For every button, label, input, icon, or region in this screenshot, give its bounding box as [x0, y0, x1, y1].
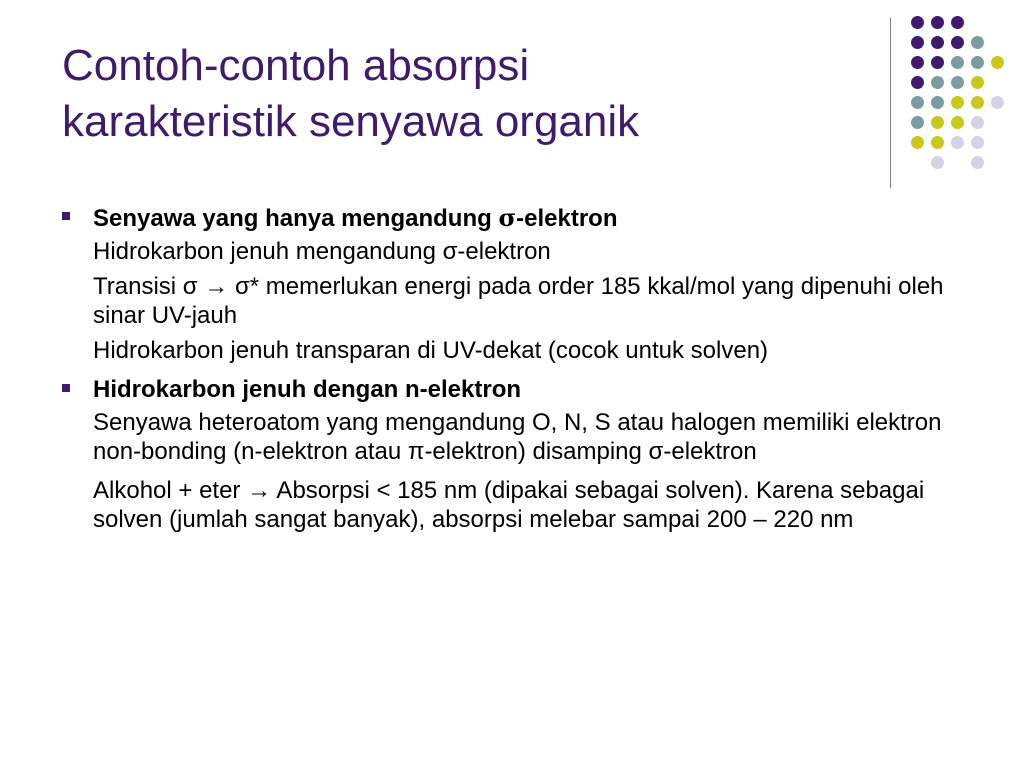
decor-dot	[951, 76, 964, 89]
decor-dot	[911, 136, 924, 149]
decor-dot	[951, 56, 964, 69]
decor-dot	[991, 56, 1004, 69]
bullet-n-electron	[62, 375, 962, 534]
decor-dot	[931, 136, 944, 149]
decor-dot	[971, 36, 984, 49]
sub-point: Senyawa heteroatom yang mengandung O, N, S atau halogen memiliki elektron non-bonding (n-elektron atau π-elektron) disamping σ-elektron	[93, 409, 942, 465]
bullet-heading: Hidrokarbon jenuh dengan n-elektron	[93, 376, 522, 403]
decor-dot	[911, 116, 924, 129]
sigma-symbol: σ	[498, 203, 517, 232]
decor-dot	[931, 96, 944, 109]
decor-dot	[931, 36, 944, 49]
decor-dot	[911, 36, 924, 49]
decor-dot	[911, 16, 924, 29]
decor-dot	[951, 136, 964, 149]
decor-dot	[931, 16, 944, 29]
decor-dot	[911, 96, 924, 109]
heading-text-suffix: -elektron	[516, 205, 618, 232]
decor-dot	[971, 76, 984, 89]
sub-point: Transisi σ → σ* memerlukan energi pada order 185 kkal/mol yang dipenuhi oleh sinar UV-jauh	[93, 273, 944, 329]
decorative-dot-grid	[0, 0, 1024, 200]
decor-dot	[971, 116, 984, 129]
decor-dot	[951, 116, 964, 129]
sub-point: Hidrokarbon jenuh transparan di UV-dekat (cocok untuk solven)	[93, 337, 769, 364]
sub-point: Alkohol + eter → Absorpsi < 185 nm (dipakai sebagai solven). Karena sebagai solven (jumlah sangat banyak), absorpsi melebar sampai 200 – 220 nm	[93, 477, 925, 533]
decor-dot	[971, 56, 984, 69]
decor-dot	[911, 56, 924, 69]
bullet-heading	[93, 203, 962, 234]
heading-text: Senyawa yang hanya mengandung	[93, 205, 499, 232]
slide-body	[62, 203, 962, 540]
bullet-sigma-compounds	[62, 203, 962, 365]
decor-dot	[971, 136, 984, 149]
decor-dot	[951, 16, 964, 29]
decor-dot	[991, 96, 1004, 109]
bullet-square-icon	[62, 212, 70, 220]
bullet-square-icon	[62, 384, 70, 392]
decor-dot	[931, 56, 944, 69]
decor-dot	[951, 36, 964, 49]
decor-dot	[931, 116, 944, 129]
decor-dot	[971, 156, 984, 169]
decor-dot	[931, 156, 944, 169]
decor-dot	[911, 76, 924, 89]
decor-dot	[971, 96, 984, 109]
title-line-1: Contoh-contoh absorpsi	[62, 41, 530, 90]
decor-dot	[951, 96, 964, 109]
decor-dot	[931, 76, 944, 89]
title-line-2: karakteristik senyawa organik	[62, 97, 640, 146]
sub-point: Hidrokarbon jenuh mengandung σ-elektron	[93, 238, 551, 265]
